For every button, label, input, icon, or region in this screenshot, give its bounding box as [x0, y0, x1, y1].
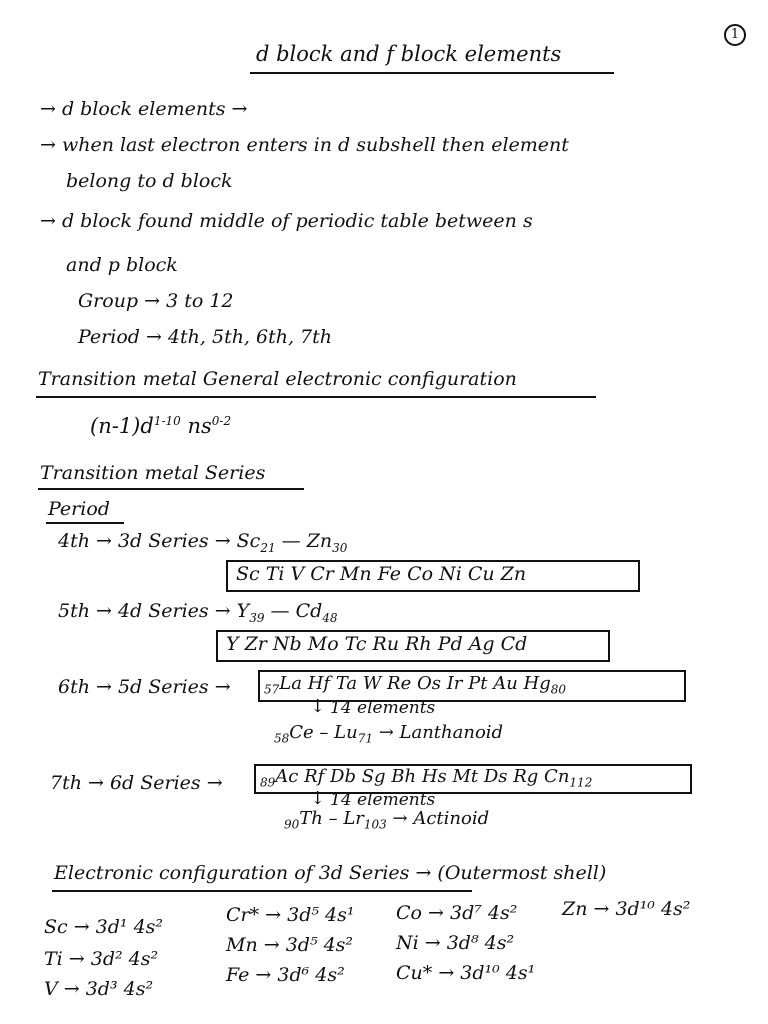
period7-pre: 89 [260, 775, 276, 790]
period7-rest: Rf Db Sg Bh Hs Mt Ds Rg Cn [298, 766, 570, 787]
general-config-heading: Transition metal General electronic configuration [38, 368, 517, 390]
title-underline [250, 72, 614, 74]
config-co: Co → 3d⁷ 4s² [396, 902, 518, 924]
actinoid-line [284, 808, 489, 832]
period4-line [58, 530, 347, 555]
period6-pre: 57 [264, 682, 280, 697]
formula-part1: (n-1)d [90, 414, 154, 438]
period6-label: 6th → 5d Series → [58, 676, 231, 698]
period4-sub2: 30 [332, 540, 348, 555]
formula-part2: ns [180, 414, 212, 438]
period7-post: 112 [569, 775, 593, 790]
period5-line [58, 600, 338, 625]
config-ni: Ni → 3d⁸ 4s² [396, 932, 515, 954]
period6-rest: Hf Ta W Re Os Ir Pt Au Hg [301, 673, 551, 694]
period6-post: 80 [550, 682, 567, 697]
period5-elements: Y Zr Nb Mo Tc Ru Rh Pd Ag Cd [226, 633, 528, 655]
period5-sub1: 39 [249, 610, 265, 625]
lanth-sub: 71 [357, 731, 373, 746]
period4-label: 4th → 3d Series → Sc [58, 530, 261, 552]
config-fe: Fe → 3d⁶ 4s² [226, 964, 345, 986]
series-heading: Transition metal Series [40, 462, 266, 484]
series-period-subheading: Period [48, 498, 110, 520]
period6-note: 14 elements [330, 698, 436, 718]
period5-sub2: 48 [322, 610, 338, 625]
period-line: Period → 4th, 5th, 6th, 7th [78, 326, 333, 348]
period5-mid: — Cd [264, 600, 323, 622]
intro-point2-line1: → d block found middle of periodic table between s [40, 210, 533, 232]
period5-label: 5th → 4d Series → Y [58, 600, 250, 622]
period7-down-arrow: ↓ [310, 788, 326, 809]
config3d-underline [52, 890, 472, 892]
period6-la: La [279, 673, 302, 694]
period6-down-arrow: ↓ [310, 696, 326, 717]
page-number: 1 [724, 24, 746, 46]
period4-mid: — Zn [275, 530, 333, 552]
formula-sup2: 0-2 [211, 414, 232, 428]
formula-sup1: 1-10 [153, 414, 181, 428]
config-cr: Cr* → 3d⁵ 4s¹ [226, 904, 355, 926]
act-range: Th – Lr [299, 808, 364, 829]
config-cu: Cu* → 3d¹⁰ 4s¹ [396, 962, 536, 984]
act-sub: 103 [363, 817, 387, 832]
act-post: → Actinoid [386, 808, 490, 829]
intro-point1-line1: → when last electron enters in d subshell then element [40, 134, 569, 156]
period4-elements: Sc Ti V Cr Mn Fe Co Ni Cu Zn [236, 563, 527, 585]
intro-heading: → d block elements → [40, 98, 248, 120]
series-heading-underline [38, 488, 304, 490]
lanth-pre: 58 [274, 731, 290, 746]
period7-label: 7th → 6d Series → [50, 772, 223, 794]
config-mn: Mn → 3d⁵ 4s² [226, 934, 354, 956]
config-v: V → 3d³ 4s² [44, 978, 154, 1000]
period-underline [46, 522, 124, 524]
page-title: d block and f block elements [256, 42, 562, 66]
general-config-underline [36, 396, 596, 398]
group-line: Group → 3 to 12 [78, 290, 234, 312]
general-config-formula [90, 414, 231, 439]
lanth-post: → Lanthanoid [372, 722, 504, 743]
act-pre: 90 [284, 817, 300, 832]
period6-elements [264, 673, 566, 697]
period4-sub1: 21 [260, 540, 276, 555]
intro-point2-line2: and p block [66, 254, 178, 276]
config-ti: Ti → 3d² 4s² [44, 948, 159, 970]
config-zn: Zn → 3d¹⁰ 4s² [562, 898, 691, 920]
config-sc: Sc → 3d¹ 4s² [44, 916, 164, 938]
lanth-range: Ce – Lu [289, 722, 358, 743]
intro-point1-line2: belong to d block [66, 170, 233, 192]
lanthanoid-line [274, 722, 503, 746]
period7-elements [260, 766, 592, 790]
config3d-heading: Electronic configuration of 3d Series → (Outermost shell) [54, 862, 607, 884]
period7-note: 14 elements [330, 790, 436, 810]
period7-ac: Ac [275, 766, 299, 787]
